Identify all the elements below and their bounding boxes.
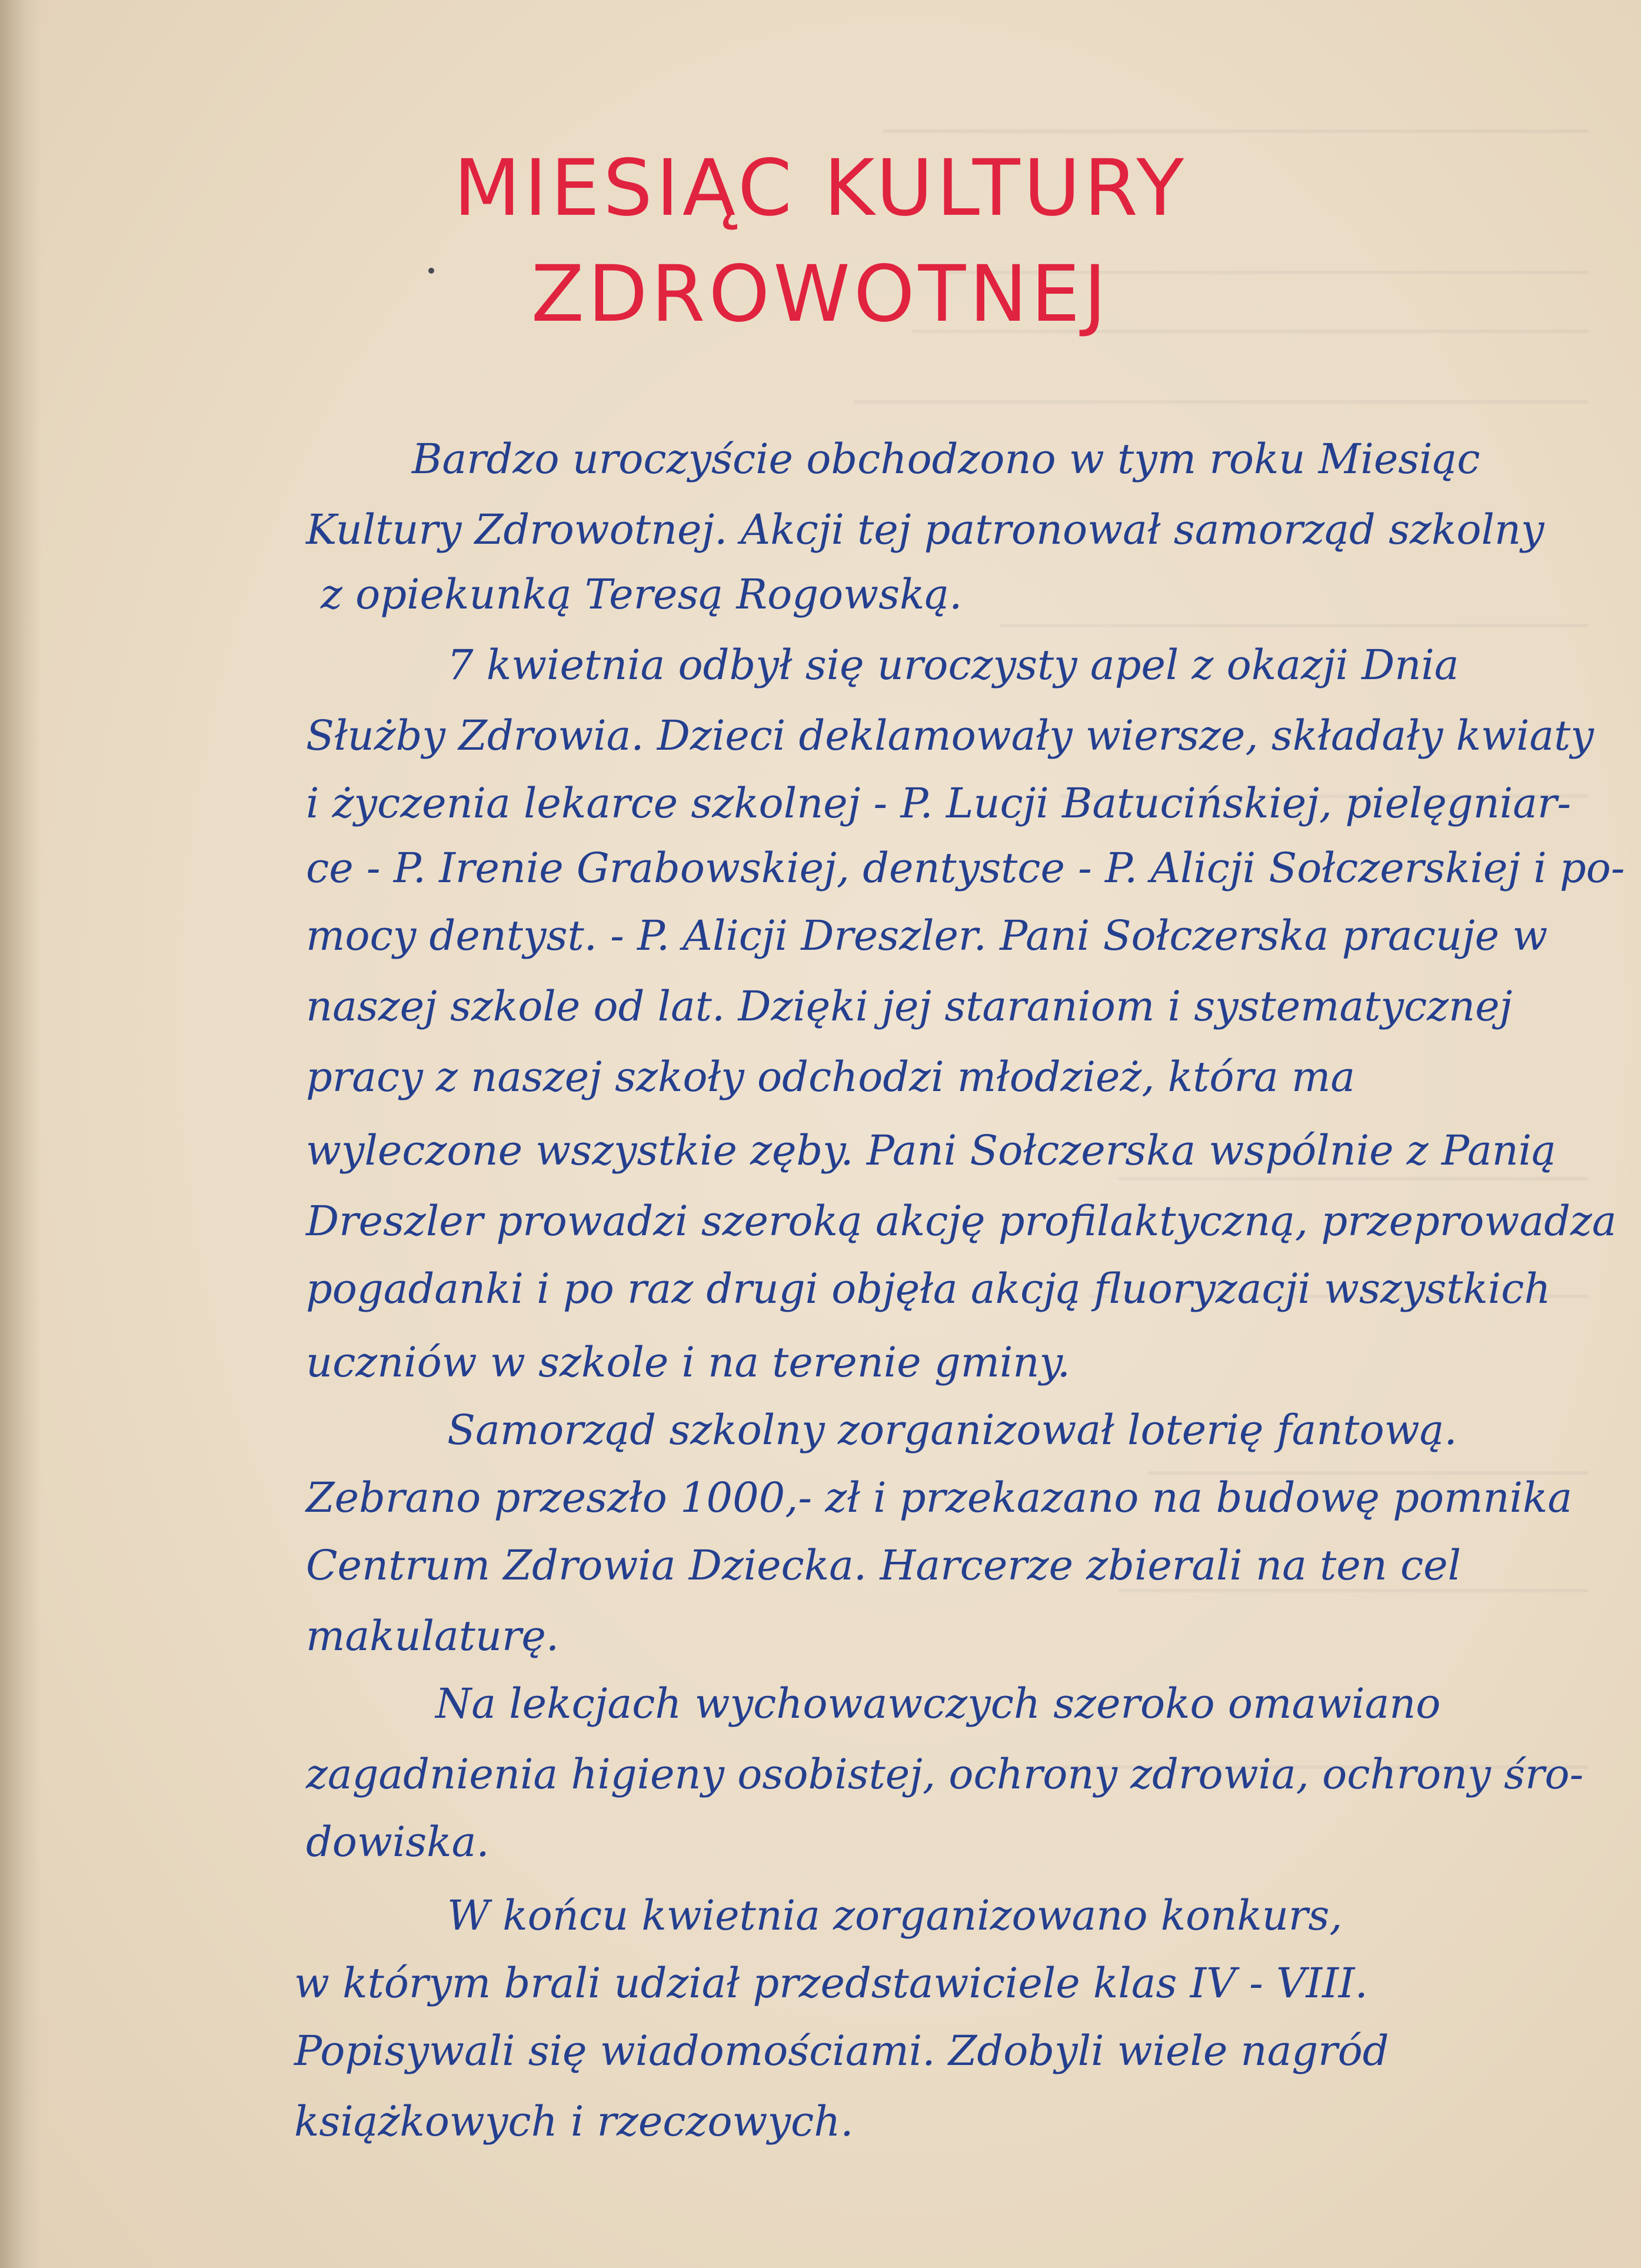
body-line-10: pracy z naszej szkoły odchodzi młodzież, która ma bbox=[306, 1053, 1356, 1101]
body-line-16: Zebrano przeszło 1000,- zł i przekazano na budowę pomnika bbox=[306, 1474, 1573, 1522]
body-line-3: z opiekunką Teresą Rogowską. bbox=[321, 570, 963, 618]
body-line-2: Kultury Zdrowotnej. Akcji tej patronował samorząd szkolny bbox=[306, 506, 1545, 554]
body-line-18: makulaturę. bbox=[306, 1612, 560, 1660]
body-line-5: Służby Zdrowia. Dzieci deklamowały wiersze, składały kwiaty bbox=[306, 711, 1594, 760]
body-line-14: uczniów w szkole i na terenie gminy. bbox=[306, 1338, 1070, 1386]
body-line-23: w którym brali udział przedstawiciele klas IV - VIII. bbox=[294, 1959, 1368, 2007]
body-line-21: dowiska. bbox=[306, 1818, 490, 1866]
body-line-17: Centrum Zdrowia Dziecka. Harcerze zbierali na ten cel bbox=[306, 1541, 1461, 1589]
body-line-19: Na lekcjach wychowawczych szeroko omawiano bbox=[435, 1680, 1441, 1728]
body-line-24: Popisywali się wiadomościami. Zdobyli wiele nagród bbox=[294, 2027, 1389, 2075]
body-line-22: W końcu kwietnia zorganizowano konkurs, bbox=[447, 1891, 1343, 1940]
page-title-line-2: ZDROWOTNEJ bbox=[531, 249, 1110, 340]
body-line-11: wyleczone wszystkie zęby. Pani Sołczerska wspólnie z Panią bbox=[306, 1126, 1556, 1175]
body-line-20: zagadnienia higieny osobistej, ochrony zdrowia, ochrony śro- bbox=[306, 1750, 1584, 1798]
body-line-6: i życzenia lekarce szkolnej - P. Lucji Batucińskiej, pielęgniar- bbox=[306, 779, 1571, 827]
page-title-line-1: MIESIĄC KULTURY bbox=[453, 143, 1188, 234]
body-line-13: pogadanki i po raz drugi objęła akcją fluoryzacji wszystkich bbox=[306, 1265, 1551, 1313]
body-line-9: naszej szkole od lat. Dzięki jej staraniom i systematycznej bbox=[306, 982, 1513, 1030]
body-line-7: ce - P. Irenie Grabowskiej, dentystce - P. Alicji Sołczerskiej i po- bbox=[306, 844, 1625, 892]
body-line-25: książkowych i rzeczowych. bbox=[294, 2097, 854, 2146]
body-line-8: mocy dentyst. - P. Alicji Dreszler. Pani Sołczerska pracuje w bbox=[306, 912, 1548, 960]
body-line-12: Dreszler prowadzi szeroką akcję profilaktyczną, przeprowadza bbox=[306, 1197, 1617, 1245]
body-line-15: Samorząd szkolny zorganizował loterię fantową. bbox=[447, 1406, 1457, 1454]
body-line-4: 7 kwietnia odbył się uroczysty apel z okazji Dnia bbox=[447, 641, 1459, 689]
body-line-1: Bardzo uroczyście obchodzono w tym roku Miesiąc bbox=[412, 435, 1480, 483]
